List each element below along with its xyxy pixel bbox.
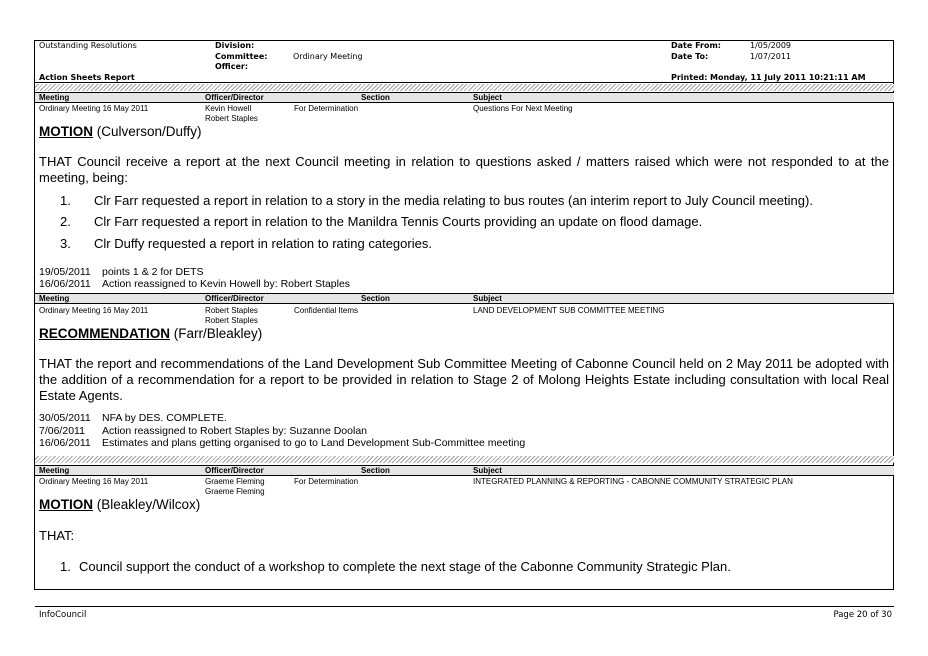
item-meeting: Ordinary Meeting 16 May 2011 (39, 306, 149, 315)
col-section: Section (361, 294, 390, 303)
item-officer: Graeme Fleming (205, 477, 265, 486)
resolution-movers: (Bleakley/Wilcox) (93, 497, 201, 512)
point-number: 1. (60, 559, 71, 574)
col-meeting: Meeting (39, 466, 70, 475)
footer-rule (35, 606, 894, 607)
col-officer: Officer/Director (205, 294, 264, 303)
col-officer: Officer/Director (205, 466, 264, 475)
column-header-row (35, 293, 894, 304)
division-label: Division: (215, 41, 255, 50)
resolution-movers: (Culverson/Duffy) (93, 124, 202, 139)
history-note: points 1 & 2 for DETS (102, 266, 204, 278)
point-text: Clr Farr requested a report in relation to the Manildra Tennis Courts providing an update on flood damage. (94, 214, 703, 229)
history-date: 30/05/2011 (39, 412, 91, 424)
date-to-label: Date To: (671, 52, 709, 61)
point-text: Clr Duffy requested a report in relation to rating categories. (94, 236, 432, 251)
printed-label: Printed: (671, 73, 708, 82)
col-subject: Subject (473, 93, 502, 102)
resolution-title (39, 497, 200, 513)
committee-value: Ordinary Meeting (293, 52, 363, 61)
history-note: Action reassigned to Robert Staples by: Suzanne Doolan (102, 425, 367, 437)
col-subject: Subject (473, 466, 502, 475)
history-entry (39, 426, 367, 437)
item-meeting: Ordinary Meeting 16 May 2011 (39, 477, 149, 486)
item-director: Graeme Fleming (205, 487, 265, 496)
col-officer: Officer/Director (205, 93, 264, 102)
resolution-body: THAT: (39, 528, 75, 543)
printed-value: Monday, 11 July 2011 10:21:11 AM (710, 73, 866, 82)
history-date: 16/06/2011 (39, 278, 91, 290)
col-meeting: Meeting (39, 294, 70, 303)
point-number: 2. (60, 214, 71, 229)
point-text: Council support the conduct of a workshop to complete the next stage of the Cabonne Community Strategic Plan. (79, 559, 731, 574)
footer-app-name: InfoCouncil (39, 610, 87, 620)
resolution-movers: (Farr/Bleakley) (170, 326, 263, 341)
history-entry (39, 438, 525, 449)
item-subject: Questions For Next Meeting (473, 104, 573, 113)
resolution-title (39, 124, 202, 140)
column-header-row (35, 92, 894, 103)
item-officer: Kevin Howell (205, 104, 252, 113)
history-note: NFA by DES. COMPLETE. (102, 412, 227, 424)
item-section: For Determination (294, 104, 359, 113)
resolution-type: RECOMMENDATION (39, 326, 170, 341)
sheet-title: Action Sheets Report (39, 73, 135, 82)
date-from-label: Date From: (671, 41, 722, 50)
history-date: 7/06/2011 (39, 425, 85, 437)
item-section: Confidential Items (294, 306, 359, 315)
header-bottom-rule (35, 82, 894, 83)
history-note: Estimates and plans getting organised to go to Land Development Sub-Committee meeting (102, 437, 526, 449)
date-to-value: 1/07/2011 (750, 52, 792, 61)
point-number: 3. (60, 236, 71, 251)
section-separator (35, 456, 894, 463)
history-entry (39, 279, 350, 290)
footer-page-number: Page 20 of 30 (833, 610, 892, 620)
item-director: Robert Staples (205, 114, 258, 123)
col-subject: Subject (473, 294, 502, 303)
history-date: 16/06/2011 (39, 437, 91, 449)
item-section: For Determination (294, 477, 359, 486)
col-section: Section (361, 466, 390, 475)
col-section: Section (361, 93, 390, 102)
resolution-type: MOTION (39, 497, 93, 512)
resolution-title (39, 326, 262, 342)
point-text: Clr Farr requested a report in relation to a story in the media relating to bus routes (an interim report to July Council meeting). (94, 193, 813, 208)
item-subject: LAND DEVELOPMENT SUB COMMITTEE MEETING (473, 306, 665, 315)
history-entry (39, 267, 204, 278)
item-officer: Robert Staples (205, 306, 258, 315)
item-director: Robert Staples (205, 316, 258, 325)
item-meeting: Ordinary Meeting 16 May 2011 (39, 104, 149, 113)
report-name: Outstanding Resolutions (39, 41, 137, 50)
section-separator (35, 84, 894, 91)
history-entry (39, 413, 227, 424)
col-meeting: Meeting (39, 93, 70, 102)
resolution-body: THAT Council receive a report at the next Council meeting in relation to questions asked / matters raised which were not responded to at the meeting, being: (39, 154, 889, 185)
officer-label: Officer: (215, 62, 249, 71)
item-subject: INTEGRATED PLANNING & REPORTING - CABONNE COMMUNITY STRATEGIC PLAN (473, 477, 793, 486)
resolution-body: THAT the report and recommendations of the Land Development Sub Committee Meeting of Cabonne Council held on 2 May 2011 be adopted with the addition of a recommendation for a report to be provided in relation to Stage 2 of Molong Heights Estate including consultation with local Real Estate Agents. (39, 356, 889, 403)
resolution-type: MOTION (39, 124, 93, 139)
history-note: Action reassigned to Kevin Howell by: Robert Staples (102, 278, 351, 290)
date-from-value: 1/05/2009 (750, 41, 792, 50)
committee-label: Committee: (215, 52, 268, 61)
point-number: 1. (60, 193, 71, 208)
column-header-row (35, 465, 894, 476)
history-date: 19/05/2011 (39, 266, 91, 278)
